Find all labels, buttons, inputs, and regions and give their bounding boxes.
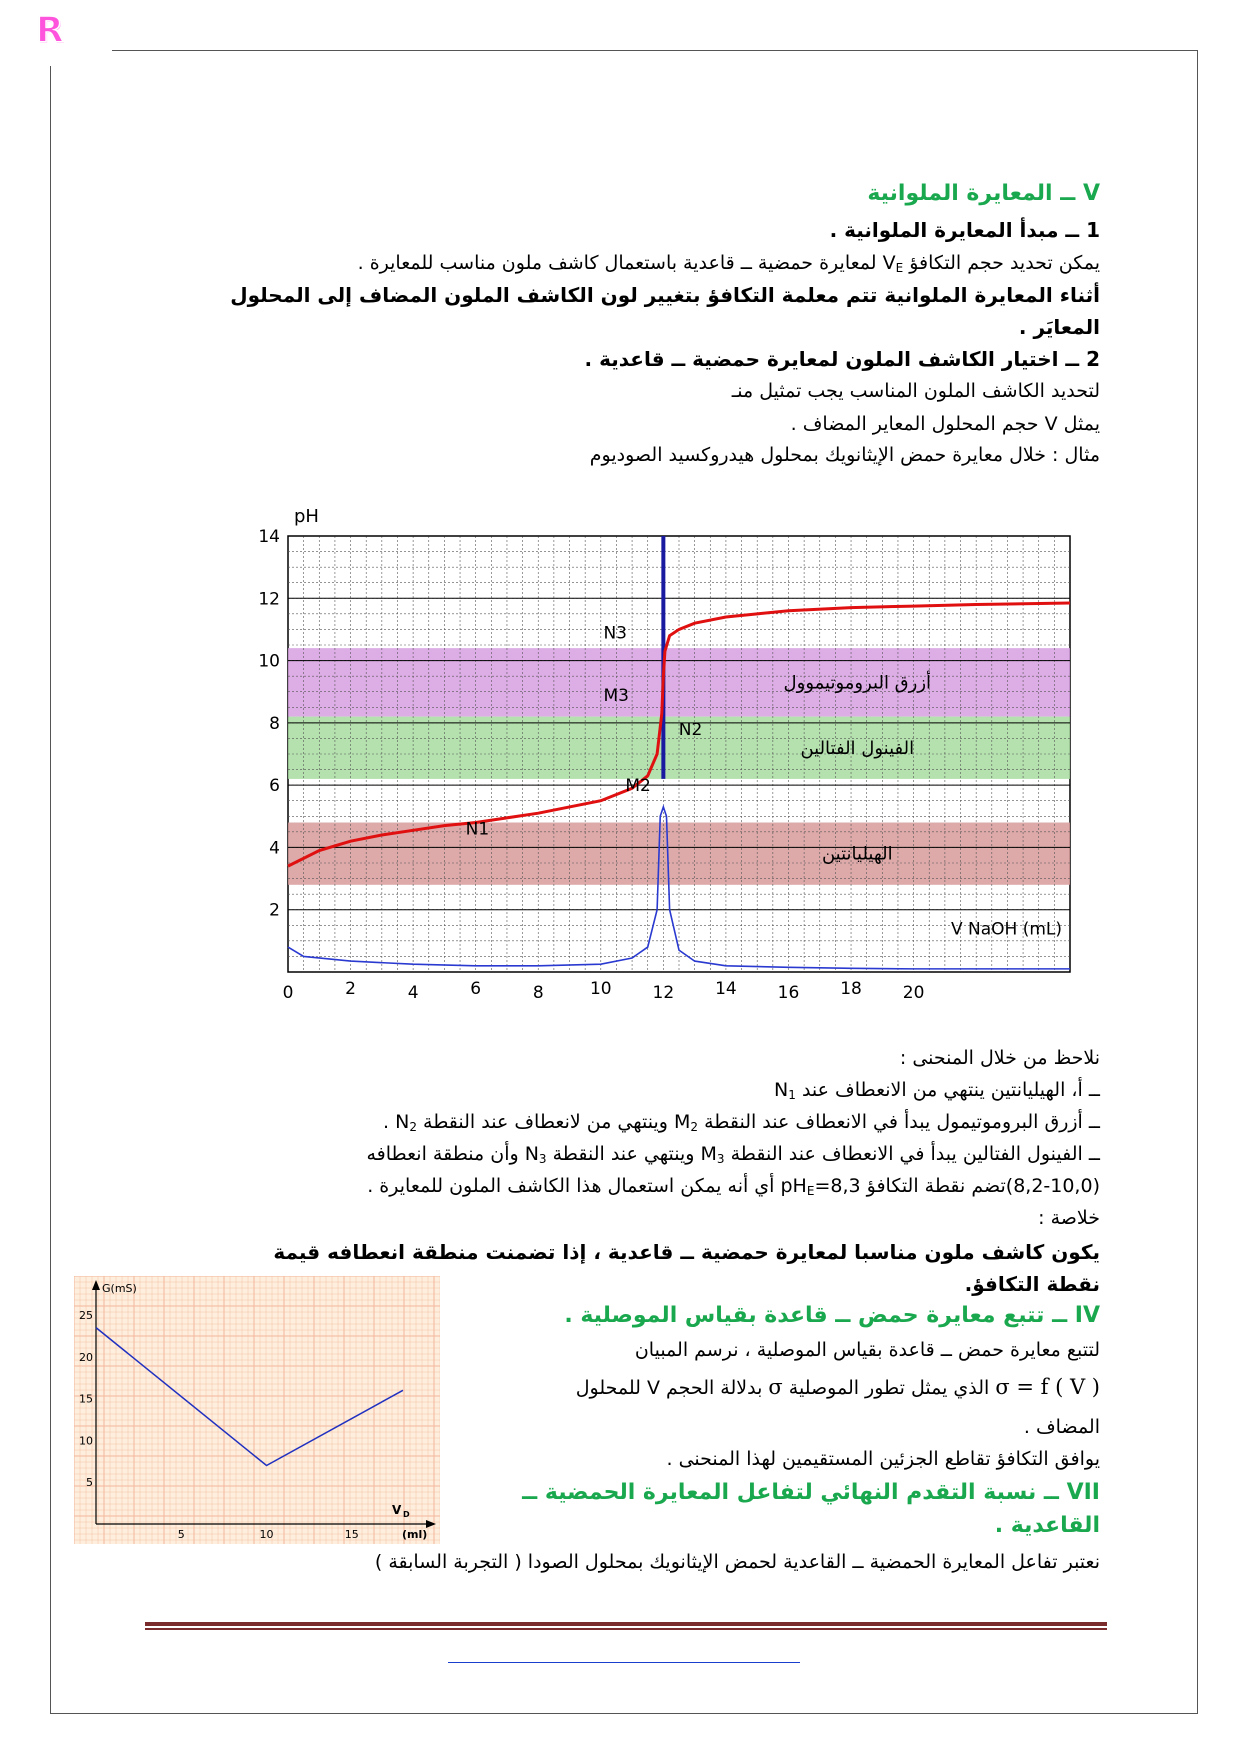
subscript: 1 [788,1088,796,1102]
y-tick-label: 6 [269,776,280,797]
y-tick-label: 20 [79,1350,93,1364]
conclusion-line: نقطة التكافؤ. [964,1272,1100,1296]
frame-right-border [1197,50,1198,1714]
observations-intro: نلاحظ من خلال المنحنى : [899,1047,1100,1069]
x-tick-label: 0 [282,983,294,1003]
text-span: ــ أ، الهيليانتين ينتهي من الانعطاف عند N [774,1079,1100,1101]
x-axis-label: V NaOH (mL) [950,919,1062,940]
text-span: ــ أزرق البروموتيمول يبدأ في الانعطاف عند النقطة M [673,1111,1100,1133]
text-span: ــ الفينول الفتالين يبدأ في الانعطاف عند النقطة M [700,1143,1100,1165]
y-tick-label: 8 [269,713,280,734]
point-label: N2 [678,720,703,741]
section-vii-title-continued: القاعدية . [994,1513,1100,1538]
section-v-title: V ــ المعايرة الملوانية [867,181,1100,206]
y-tick-label: 12 [258,589,280,610]
conductivity-chart [74,1276,440,1544]
bold-statement-line: أثناء المعايرة الملوانية تتم معلمة التكافؤ بتغيير لون الكاشف الملون المضاف إلى المحلول [230,283,1100,307]
indicator-band [288,648,1070,717]
text-span: وأن منطقة انعطافه [366,1143,525,1165]
y-tick-label: 10 [258,651,280,672]
text-span: يمكن تحديد حجم التكافؤ V [882,252,1100,274]
x-tick-label: 6 [470,979,482,999]
observation-4 [367,1172,1100,1205]
y-axis-label: pH [294,506,319,527]
x-tick-label: 2 [345,979,356,999]
conclusion-line: يكون كاشف ملون مناسبا لمعايرة حمضية ــ قاعدية ، إذا تضمنت منطقة انعطافه قيمة [273,1240,1100,1264]
paragraph-line: يوافق التكافؤ تقاطع الجزئين المستقيمين لهذا المنحنى . [666,1448,1100,1470]
y-tick-label: 14 [258,527,280,547]
text-span: لمعايرة حمضية ــ قاعدية باستعمال كاشف ملون مناسب للمعايرة . [357,252,883,274]
sigma-symbol: σ [768,1375,783,1399]
text-span: . [383,1111,396,1133]
point-label: M2 [625,776,651,797]
x-axis-label: V [392,1503,402,1517]
y-tick-label: 25 [79,1309,93,1323]
footer-link-underline [448,1662,800,1663]
x-tick-label: 20 [902,983,925,1003]
y-tick-label: 15 [79,1392,93,1406]
text-span: بدلالة الحجم V للمحلول [575,1377,769,1399]
text-span: وينتهي من لانعطاف عند النقطة N [395,1111,674,1133]
indicator-band-label: الهيليانتين [821,843,893,865]
section-vii-title: VII ــ نسبة التقدم النهائي لتفاعل المعايرة الحمضية ــ [522,1480,1100,1505]
paragraph-line: مثال : خلال معايرة حمض الإيثانويك بمحلول هيدروكسيد الصوديوم [589,444,1100,466]
text-span: وينتهي عند النقطة N [524,1143,701,1165]
paragraph-line [358,249,1100,282]
subscript: E [806,1184,815,1198]
y-tick-label: 4 [269,838,280,859]
x-tick-label: 12 [652,983,675,1003]
x-axis-unit: (ml) [402,1528,428,1541]
y-tick-label: 5 [86,1476,93,1490]
observation-2 [383,1108,1100,1141]
footer-divider [145,1628,1107,1630]
x-tick-label: 10 [259,1528,274,1541]
point-label: N1 [465,819,490,840]
footer-divider [145,1622,1107,1626]
paragraph-line: لتتبع معايرة حمض ــ قاعدة بقياس الموصلية ، نرسم المبيان [634,1339,1100,1361]
x-tick-label: 8 [532,983,544,1003]
x-tick-label: 10 [589,979,612,999]
bold-statement-line: المعايَر . [1018,315,1100,339]
subscript: 2 [690,1120,699,1134]
paragraph-line: نعتبر تفاعل المعايرة الحمضية ــ القاعدية لحمض الإيثانويك بمحلول الصودا ( التجربة السابقة ) [374,1551,1100,1573]
y-axis-label: G(mS) [102,1282,137,1295]
x-tick-label: 4 [407,983,419,1003]
subscript: E [895,261,904,275]
frame-bottom-border [50,1713,1198,1714]
text-span: (8,2-10,0)تضم نقطة التكافؤ pH [780,1175,1100,1197]
x-tick-label: 15 [344,1528,359,1541]
x-axis-label-sub: D [403,1510,410,1519]
x-tick-label: 5 [177,1528,185,1541]
logo: R [36,10,64,51]
frame-top-border [112,50,1198,51]
y-tick-label: 2 [269,900,280,921]
text-span: =8,3 أي أنه يمكن استعمال هذا الكاشف الملون للمعايرة . [367,1175,861,1197]
conclusion-title: خلاصة : [1038,1207,1100,1229]
paragraph-line: يمثل V حجم المحلول المعاير المضاف . [790,413,1100,435]
formula: σ = f ( V ) [995,1375,1100,1399]
indicator-band-label: الفينول الفتالين [800,737,915,759]
observation-1 [774,1076,1100,1109]
subsection-2-title: 2 ــ اختيار الكاشف الملون لمعايرة حمضية ــ قاعدية . [584,347,1100,371]
observation-3 [367,1140,1101,1173]
ph-titration-chart [240,490,1100,1010]
frame-left-border [50,66,51,1714]
paragraph-line [576,1373,1100,1402]
subscript: 3 [538,1152,547,1166]
section-iv-title: IV ــ تتبع معايرة حمض ــ قاعدة بقياس الموصلية . [564,1303,1100,1328]
point-label: M3 [603,685,629,706]
point-label: N3 [603,623,628,644]
paragraph-line: لتحديد الكاشف الملون المناسب يجب تمثيل منـ [731,380,1100,402]
paragraph-line: المضاف . [1023,1416,1100,1438]
subsection-1-title: 1 ــ مبدأ المعايرة الملوانية . [829,218,1100,242]
subscript: 2 [409,1120,417,1134]
subscript: 3 [716,1152,725,1166]
y-tick-label: 10 [79,1434,93,1448]
x-tick-label: 16 [777,983,800,1003]
text-span: الذي يمثل تطور الموصلية [782,1377,996,1399]
x-tick-label: 18 [840,979,862,999]
x-tick-label: 14 [715,979,737,999]
indicator-band-label: أزرق البروموتيموول [783,672,932,694]
